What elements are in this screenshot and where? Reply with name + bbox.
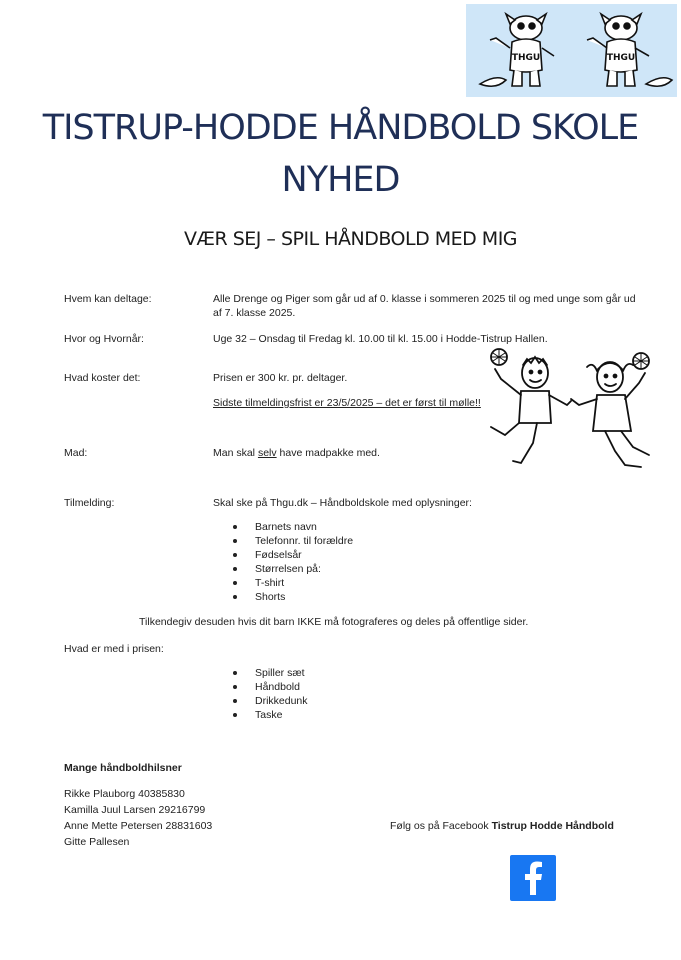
who-line-1: Alle Drenge og Piger som går ud af 0. klasse i sommeren 2025 til og med unge som går ud bbox=[213, 293, 636, 305]
page-title: TISTRUP-HODDE HÅNDBOLD SKOLE bbox=[42, 108, 639, 148]
who-label: Hvem kan deltage: bbox=[64, 293, 152, 305]
list-item: Størrelsen på: bbox=[233, 562, 353, 576]
photo-consent-note: Tilkendegiv desuden hvis dit barn IKKE må fotograferes og deles på offentlige sider. bbox=[139, 616, 529, 628]
cost-value: Prisen er 300 kr. pr. deltager. bbox=[213, 372, 348, 384]
food-text-emph: selv bbox=[257, 447, 277, 459]
page-subtitle: VÆR SEJ – SPIL HÅNDBOLD MED MIG bbox=[183, 228, 518, 250]
kids-handball-illustration bbox=[465, 343, 675, 478]
where-label: Hvor og Hvornår: bbox=[64, 333, 144, 345]
included-list bbox=[233, 666, 308, 722]
contact-1: Rikke Plauborg 40385830 bbox=[64, 788, 185, 800]
list-item: Håndbold bbox=[233, 680, 308, 694]
contact-2: Kamilla Juul Larsen 29216799 bbox=[64, 804, 206, 816]
deadline-text bbox=[213, 396, 481, 410]
food-text-post: have madpakke med. bbox=[276, 447, 380, 459]
where-value: Uge 32 – Onsdag til Fredag kl. 10.00 til kl. 15.00 i Hodde-Tistrup Hallen. bbox=[213, 333, 548, 345]
follow-pre: Følg os på Facebook bbox=[390, 820, 492, 832]
food-text-pre: Man skal bbox=[213, 447, 258, 459]
mascot-shirt-text-left: THGU bbox=[511, 53, 541, 63]
signup-value: Skal ske på Thgu.dk – Håndboldskole med oplysninger: bbox=[213, 497, 472, 509]
included-label: Hvad er med i prisen: bbox=[64, 643, 164, 655]
contact-4: Gitte Pallesen bbox=[64, 836, 130, 848]
facebook-follow-text bbox=[390, 820, 614, 832]
mascot-illustration bbox=[466, 4, 677, 97]
list-item: Shorts bbox=[233, 590, 353, 604]
page-title-news: NYHED bbox=[281, 160, 400, 200]
who-value bbox=[213, 292, 636, 320]
food-value bbox=[213, 446, 380, 460]
contact-3: Anne Mette Petersen 28831603 bbox=[64, 820, 213, 832]
list-item: Spiller sæt bbox=[233, 666, 308, 680]
signup-list bbox=[233, 520, 353, 604]
list-item: Barnets navn bbox=[233, 520, 353, 534]
list-item: Telefonnr. til forældre bbox=[233, 534, 353, 548]
signup-label: Tilmelding: bbox=[64, 497, 115, 509]
facebook-page-name[interactable]: Tistrup Hodde Håndbold bbox=[491, 820, 614, 832]
deadline-underlined: Sidste tilmeldingsfrist er 23/5/2025 – det er først til mølle!! bbox=[213, 397, 481, 409]
list-item: Drikkedunk bbox=[233, 694, 308, 708]
greeting: Mange håndboldhilsner bbox=[64, 762, 182, 774]
list-item: Taske bbox=[233, 708, 308, 722]
food-label: Mad: bbox=[64, 447, 88, 459]
mascot-shirt-text-right: THGU bbox=[606, 53, 636, 63]
who-line-2: af 7. klasse 2025. bbox=[213, 307, 296, 319]
list-item: T-shirt bbox=[233, 576, 353, 590]
cost-label: Hvad koster det: bbox=[64, 372, 141, 384]
facebook-icon[interactable] bbox=[510, 855, 556, 901]
list-item: Fødselsår bbox=[233, 548, 353, 562]
